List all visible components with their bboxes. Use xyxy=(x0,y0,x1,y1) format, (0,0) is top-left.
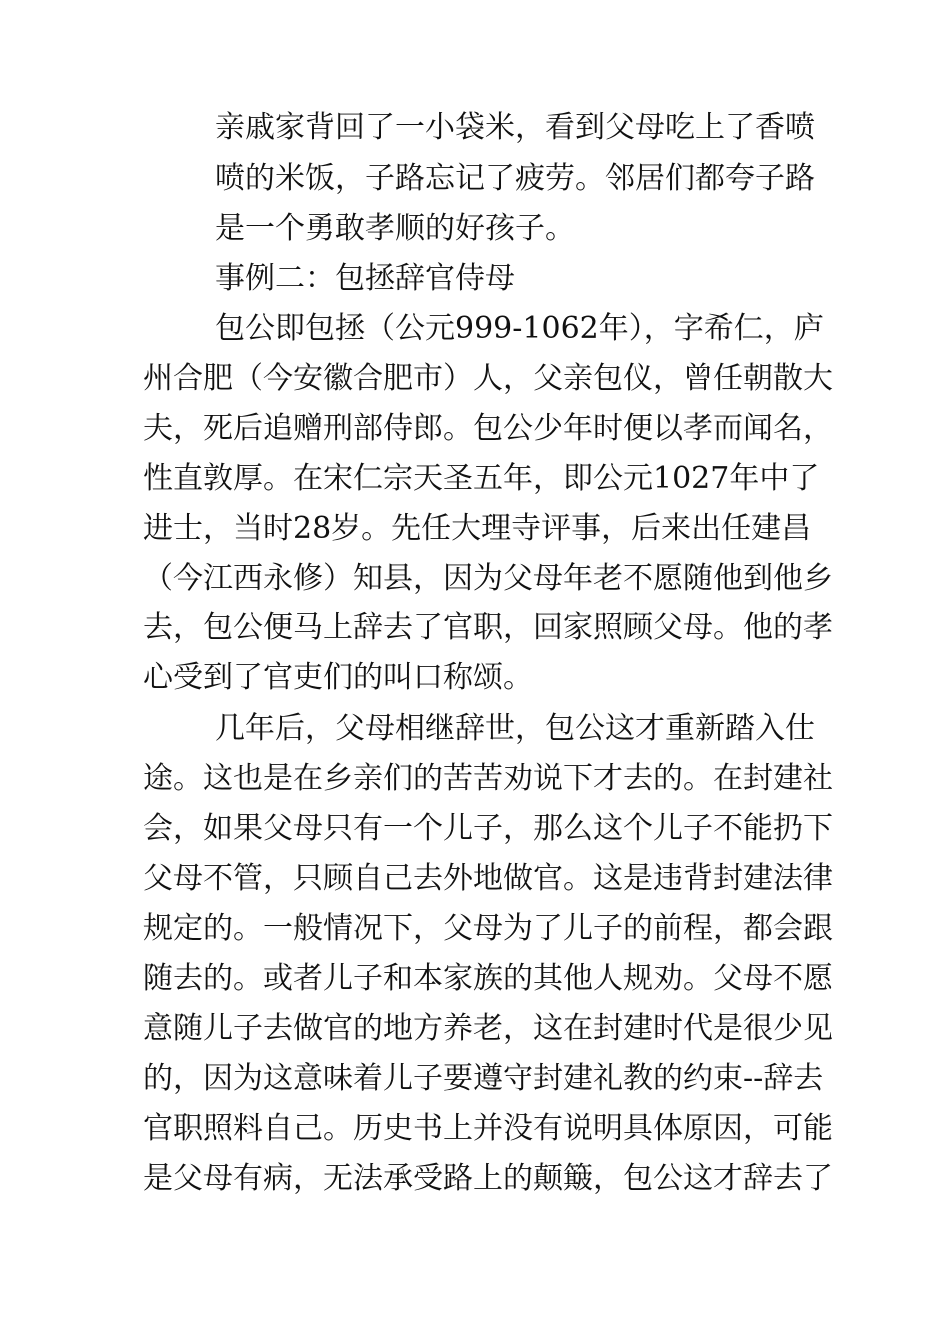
text-line: 官职照料自己。历史书上并没有说明具体原因，可能 xyxy=(143,1111,833,1146)
text-line: 进士，当时28岁。先任大理寺评事，后来出任建昌 xyxy=(143,511,812,546)
section-heading: 事例二：包拯辞官侍母 xyxy=(215,261,515,296)
text-line: 州合肥（今安徽合肥市）人，父亲包仪，曾任朝散大 xyxy=(143,361,833,396)
text-line: 夫，死后追赠刑部侍郎。包公少年时便以孝而闻名， xyxy=(143,411,833,446)
text-line: 包公即包拯（公元999-1062年），字希仁，庐 xyxy=(215,311,824,346)
text-line: 随去的。或者儿子和本家族的其他人规劝。父母不愿 xyxy=(143,961,833,996)
text-line: 亲戚家背回了一小袋米，看到父母吃上了香喷 xyxy=(215,110,815,145)
text-line: 是父母有病，无法承受路上的颠簸，包公这才辞去了 xyxy=(143,1161,833,1196)
text-line: 规定的。一般情况下，父母为了儿子的前程，都会跟 xyxy=(143,911,833,946)
text-line: 心受到了官吏们的叫口称颂。 xyxy=(143,660,533,695)
text-line: 性直敦厚。在宋仁宗天圣五年，即公元1027年中了 xyxy=(143,461,820,496)
text-line: 意随儿子去做官的地方养老，这在封建时代是很少见 xyxy=(143,1011,833,1046)
text-line: （今江西永修）知县，因为父母年老不愿随他到他乡 xyxy=(143,561,833,596)
text-line: 去，包公便马上辞去了官职，回家照顾父母。他的孝 xyxy=(143,610,833,645)
text-line: 几年后，父母相继辞世，包公这才重新踏入仕 xyxy=(215,711,815,746)
text-line: 会，如果父母只有一个儿子，那么这个儿子不能扔下 xyxy=(143,811,833,846)
text-line: 途。这也是在乡亲们的苦苦劝说下才去的。在封建社 xyxy=(143,761,833,796)
text-line: 是一个勇敢孝顺的好孩子。 xyxy=(215,211,575,246)
text-line: 喷的米饭，子路忘记了疲劳。邻居们都夸子路 xyxy=(215,161,815,196)
text-line: 的，因为这意味着儿子要遵守封建礼教的约束--辞去 xyxy=(143,1061,824,1096)
text-line: 父母不管，只顾自己去外地做官。这是违背封建法律 xyxy=(143,861,833,896)
